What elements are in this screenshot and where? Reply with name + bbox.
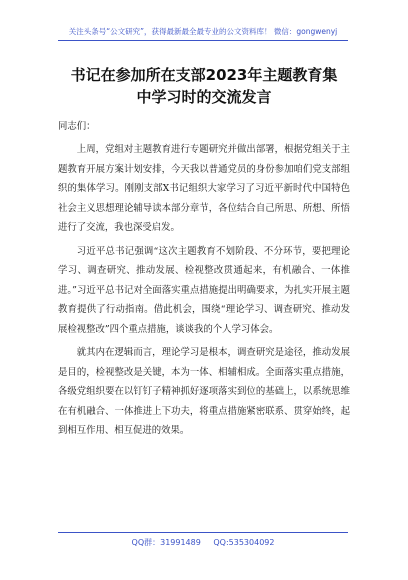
footer-qq-group: QQ群：31991489 — [131, 538, 201, 547]
footer-contact — [58, 536, 348, 550]
paragraph-3: 就其内在逻辑而言，理论学习是根本，调查研究是途径，推动发展是目的，检视整改是关键，本为一体、相辅相成。全面落实重点措施，各级党组织要在以钉钉子精神抓好逐项落实到位的基础上，以系统思维在有机融合、一体推进上下功夫，将重点措施紧密联系、贯穿始终，起到相互作用、相互促进的效果。 — [58, 347, 350, 436]
title-line-1: 书记在参加所在支部2023年主题教育集 — [70, 66, 338, 84]
paragraph-2: 习近平总书记强调“这次主题教育不划阶段、不分环节，要把理论学习、调查研究、推动发展、检视整改贯通起来，有机融合、一体推进。”习近平总书记对全面落实重点措施提出明确要求，为扎实开展主题教育提供了行动指南。借此机会，围绕“理论学习、调查研究、推动发展检视整改”四个重点措施，谈谈我的个人学习体会。 — [58, 245, 350, 335]
header-divider — [58, 40, 348, 41]
header-banner: 关注头条号“公文研究”，获得最新最全最专业的公文资料库！ 微信：gongwenyj — [68, 27, 338, 36]
title-line-2: 中学习时的交流发言 — [136, 88, 272, 106]
paragraph-1: 上周，党组对主题教育进行专题研究并做出部署，根据党组关于主题教育开展方案计划安排，今天我以普通党员的身份参加咱们党支部组织的集体学习。刚刚支部X书记组织大家学习了习近平新时代中国特色社会主义思想理论辅导读本部分章节，各位结合自己所思、所想、所悟进行了交流，我也深受启发。 — [58, 144, 350, 233]
footer-divider — [58, 532, 348, 533]
salutation: 同志们： — [58, 121, 96, 132]
document-title — [40, 64, 368, 108]
document-body — [58, 140, 350, 445]
footer-qq: QQ:535304092 — [213, 538, 275, 547]
